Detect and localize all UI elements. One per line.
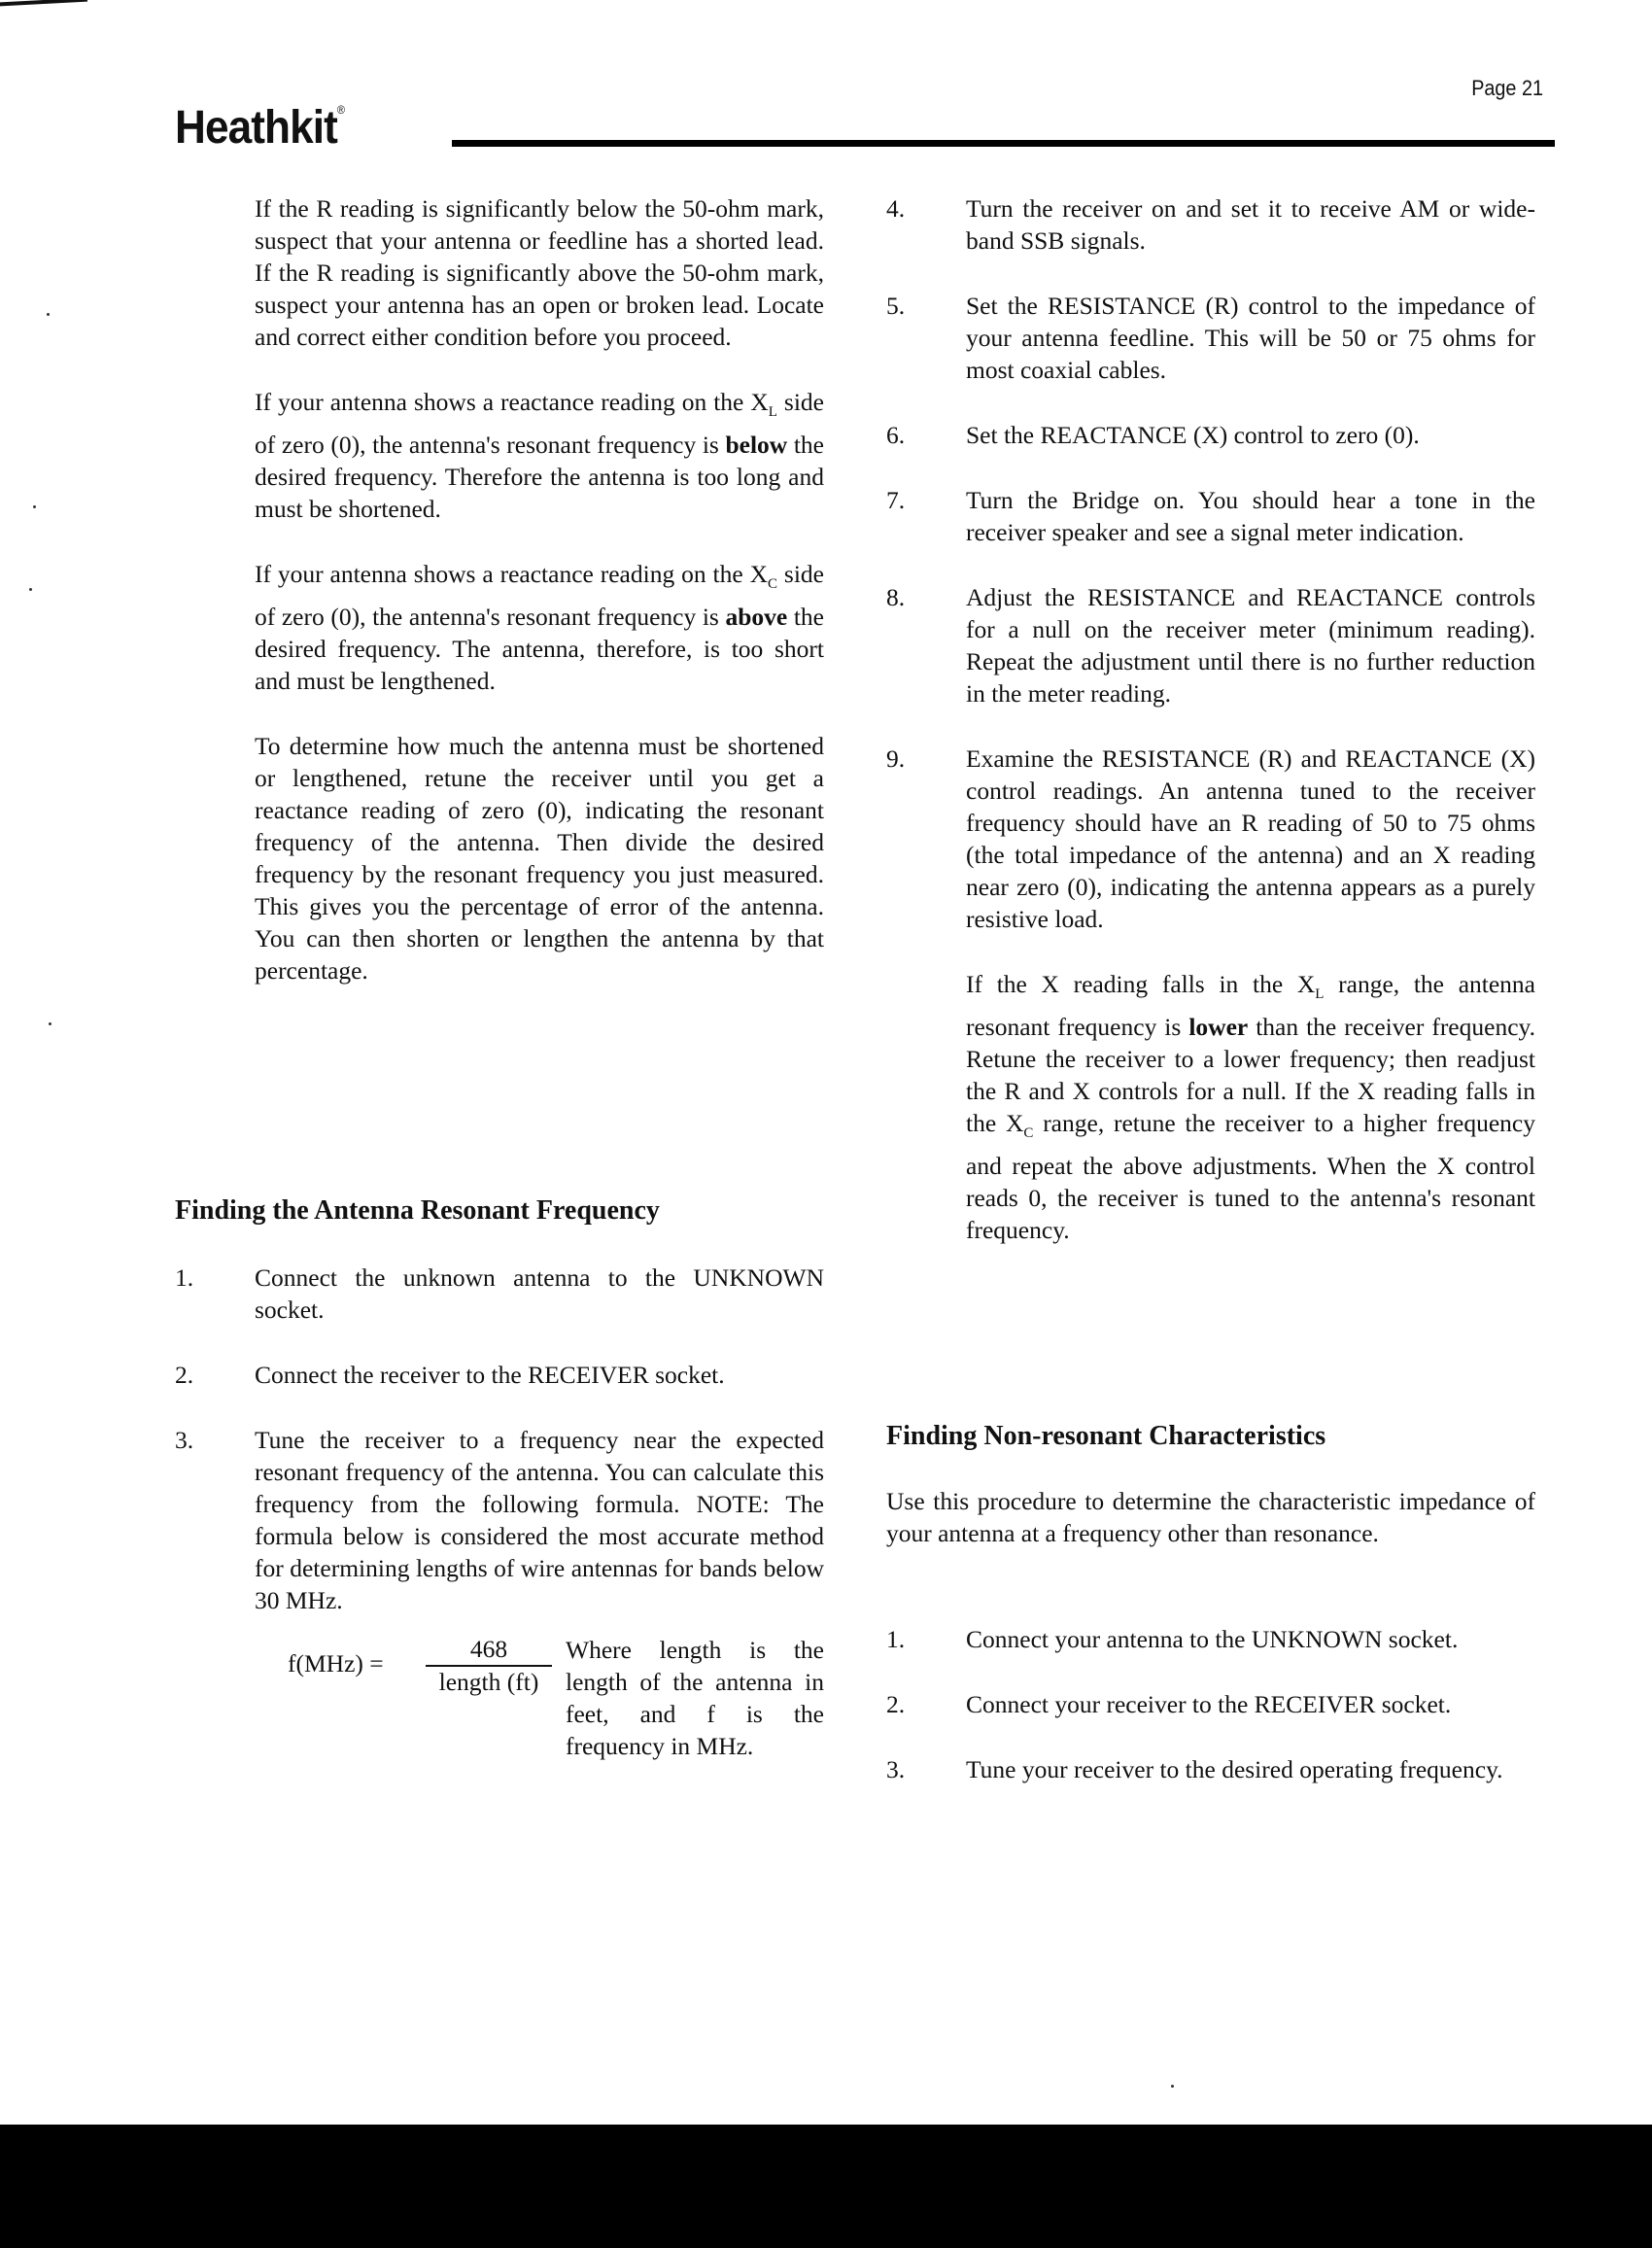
nonresonant-steps [886,1623,1535,1818]
list-item: 3. Tune your receiver to the desired operating frequency. [886,1755,1503,1783]
header-rule [452,140,1555,147]
section-heading-nonresonant: Finding Non-resonant Characteristics [886,1421,1326,1451]
scan-speck [49,1022,52,1025]
list-item: 9. Examine the RESISTANCE (R) and REACTANCE (X) control readings. An antenna tuned to the receiver frequency should have an R reading of 50 to 75 ohms (the total impedance of the antenna) and an X reading near zero (0), indicating the antenna appears as a purely resistive load. [886,744,1535,933]
paragraph-xc-side: If your antenna shows a reactance reading on the $X_C$ side of zero (0), the antenna's resonant frequency is above the desired frequency. The antenna, therefore, is too short and must be lengthened. [255,560,824,696]
frequency-formula [288,1634,824,1762]
formula-note: Where length is the length of the antenna in feet, and f is the frequency in MHz. [566,1636,824,1760]
list-item: 3. Tune the receiver to a frequency near the expected resonant frequency of the antenna. You can calculate this frequency from the following formula. NOTE: The formula below is considered the most accurate method for determining lengths of wire antennas for bands below 30 MHz. [175,1426,824,1614]
list-item: 2. Connect the receiver to the RECEIVER socket. [175,1361,725,1389]
list-item: 1. Connect your antenna to the UNKNOWN socket. [886,1625,1459,1653]
list-item: 2. Connect your receiver to the RECEIVER socket. [886,1690,1452,1718]
list-item: 7. Turn the Bridge on. You should hear a tone in the receiver speaker and see a signal meter indication. [886,486,1535,546]
formula-lhs: f(MHz) = [288,1649,384,1677]
scan-speck [29,588,32,591]
scan-bottom-band [0,2125,1652,2248]
paragraph-percentage-error: To determine how much the antenna must be shortened or lengthened, retune the receiver until you get a reactance reading of zero (0), indicating the resonant frequency of the antenna. Then divide the desired frequency by the resonant frequency you just measured. This gives you the percentage of error of the antenna. You can then shorten or lengthen the antenna by that percentage. [255,732,824,986]
section-heading-resonant: Finding the Antenna Resonant Frequency [175,1195,660,1226]
nonresonant-intro [886,1485,1535,1582]
formula-numerator: 468 [426,1634,552,1667]
list-item: 8. Adjust the RESISTANCE and REACTANCE controls for a null on the receiver meter (minimum reading). Repeat the adjustment until there is no further reduction in the meter reading. [886,583,1535,708]
formula-denominator: length (ft) [438,1668,539,1696]
brand-logo [175,101,344,155]
brand-name: Heathkit [175,102,337,154]
list-item: 1. Connect the unknown antenna to the UNKNOWN socket. [175,1263,824,1324]
list-item: 4. Turn the receiver on and set it to receive AM or wide-band SSB signals. [886,194,1535,255]
scan-artifact [0,0,87,6]
resonant-steps-left [175,1262,824,1762]
paragraph-retune: If the X reading falls in the $X_L$ range, the antenna resonant frequency is lower than the receiver frequency. Retune the receiver to a lower frequency; then readjust the R and X controls for a null. If the X reading falls in the $X_C$ range, retune the receiver to a higher frequency and repeat the above adjustments. When the X control reads 0, the receiver is tuned to the antenna's resonant frequency. [966,970,1535,1245]
left-column [255,192,824,1020]
page-header [175,58,1555,156]
list-item: 5. Set the RESISTANCE (R) control to the impedance of your antenna feedline. This will be 50 or 75 ohms for most coaxial cables. [886,292,1535,384]
list-item: 6. Set the REACTANCE (X) control to zero (0). [886,421,1420,449]
scan-speck [47,313,50,316]
formula-fraction [426,1634,552,1762]
registered-mark: ® [336,103,345,117]
scan-speck [33,505,36,508]
right-column [886,192,1535,1279]
scan-speck [1171,2085,1174,2088]
paragraph-r-reading: If the R reading is significantly below the 50-ohm mark, suspect that your antenna or feedline has a shorted lead. If the R reading is significantly above the 50-ohm mark, suspect your antenna has an open or broken lead. Locate and correct either condition before you proceed. [255,194,824,351]
paragraph-xl-side: If your antenna shows a reactance reading on the $X_L$ side of zero (0), the antenna's resonant frequency is below the desired frequency. Therefore the antenna is too long and must be shortened. [255,388,824,524]
intro-paragraph: Use this procedure to determine the characteristic impedance of your antenna at a frequency other than resonance. [886,1487,1535,1547]
page-number: Page 21 [1471,76,1543,100]
